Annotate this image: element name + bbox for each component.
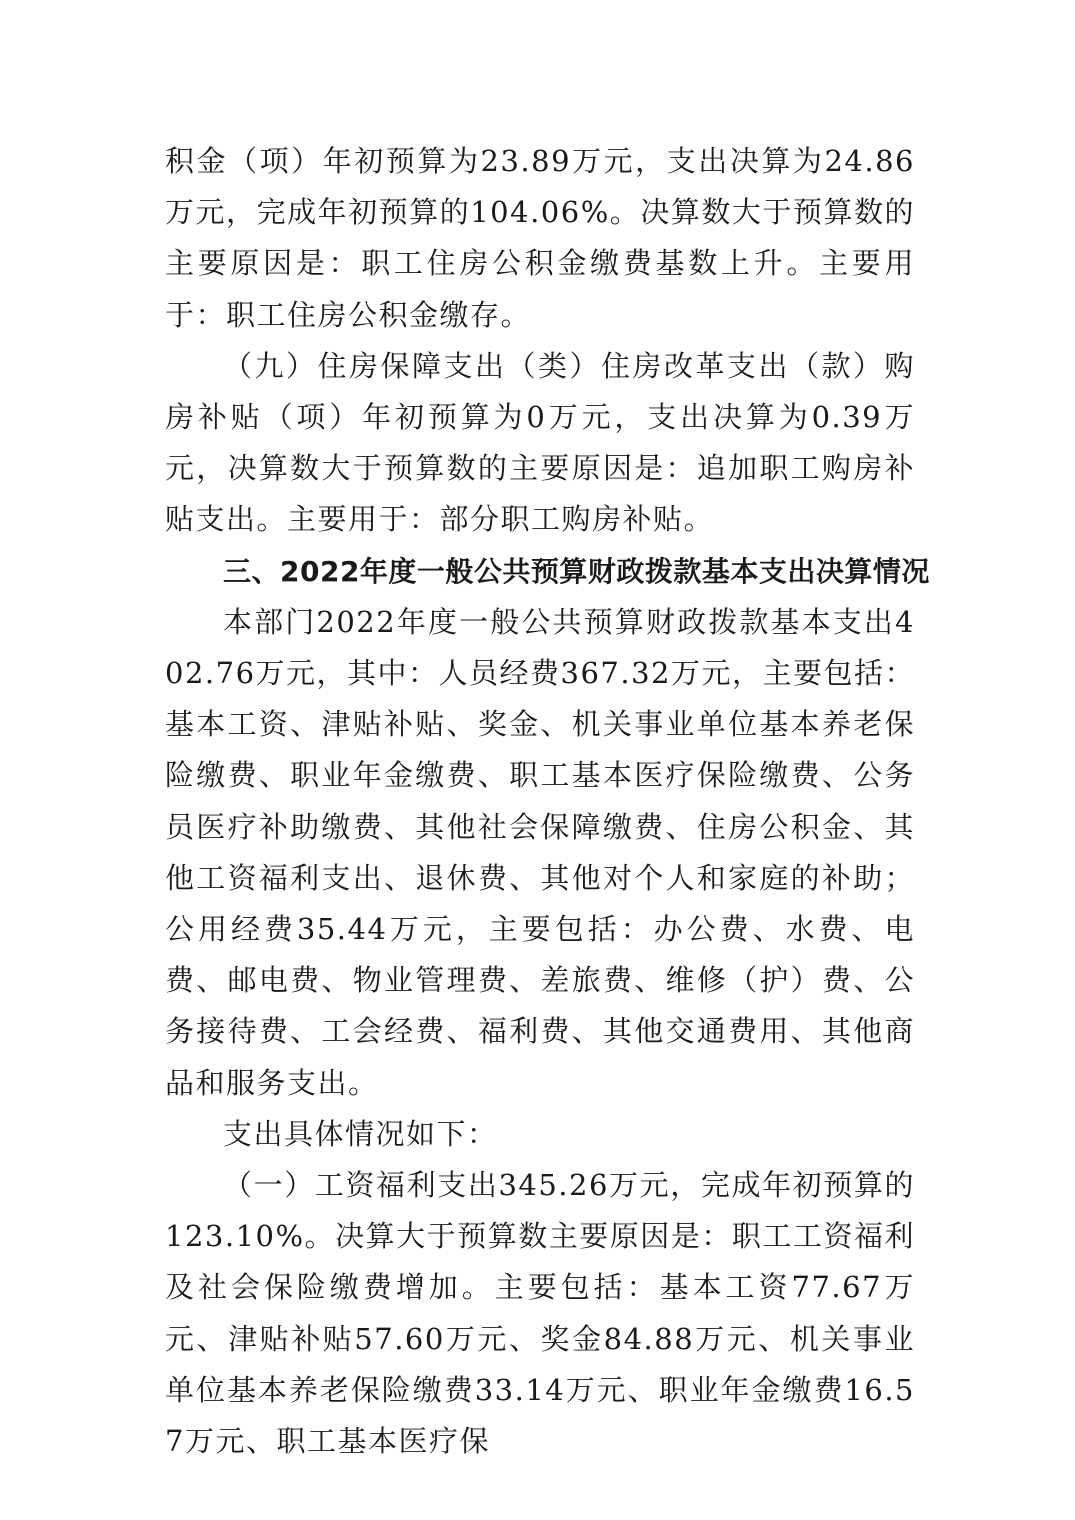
section-heading-basic-expenditure: 三、2022年度一般公共预算财政拨款基本支出决算情况 bbox=[223, 554, 930, 588]
paragraph-housing-subsidy: （九）住房保障支出（类）住房改革支出（款）购房补贴（项）年初预算为0万元，支出决算为0.39万元，决算数大于预算数的主要原因是：追加职工购房补贴支出。主要用于：部分职工购房补贴。 bbox=[165, 348, 915, 537]
paragraph-details-intro: 支出具体情况如下： bbox=[223, 1116, 498, 1151]
paragraph-salary-welfare: （一）工资福利支出345.26万元，完成年初预算的123.10%。决算大于预算数主要原因是：职工工资福利及社会保险缴费增加。主要包括：基本工资77.67万元、津贴补贴57.60万元、奖金84.88万元、机关事业单位基本养老保险缴费33.14万元、职业年金缴费16.57万元、职工基本医疗保 bbox=[165, 1168, 915, 1459]
paragraph-housing-fund-continued: 积金（项）年初预算为23.89万元，支出决算为24.86万元，完成年初预算的104.06%。决算数大于预算数的主要原因是：职工住房公积金缴费基数上升。主要用于：职工住房公积金缴存。 bbox=[165, 144, 915, 332]
paragraph-basic-expenditure-summary: 本部门2022年度一般公共预算财政拨款基本支出402.76万元，其中：人员经费367.32万元，主要包括：基本工资、津贴补贴、奖金、机关事业单位基本养老保险缴费、职业年金缴费、职工基本医疗保险缴费、公务员医疗补助缴费、其他社会保障缴费、住房公积金、其他工资福利支出、退休费、其他对个人和家庭的补助；公用经费35.44万元，主要包括：办公费、水费、电费、邮电费、物业管理费、差旅费、维修（护）费、公务接待费、工会经费、福利费、其他交通费用、其他商品和服务支出。 bbox=[165, 604, 915, 1100]
document-body bbox=[165, 136, 930, 1467]
